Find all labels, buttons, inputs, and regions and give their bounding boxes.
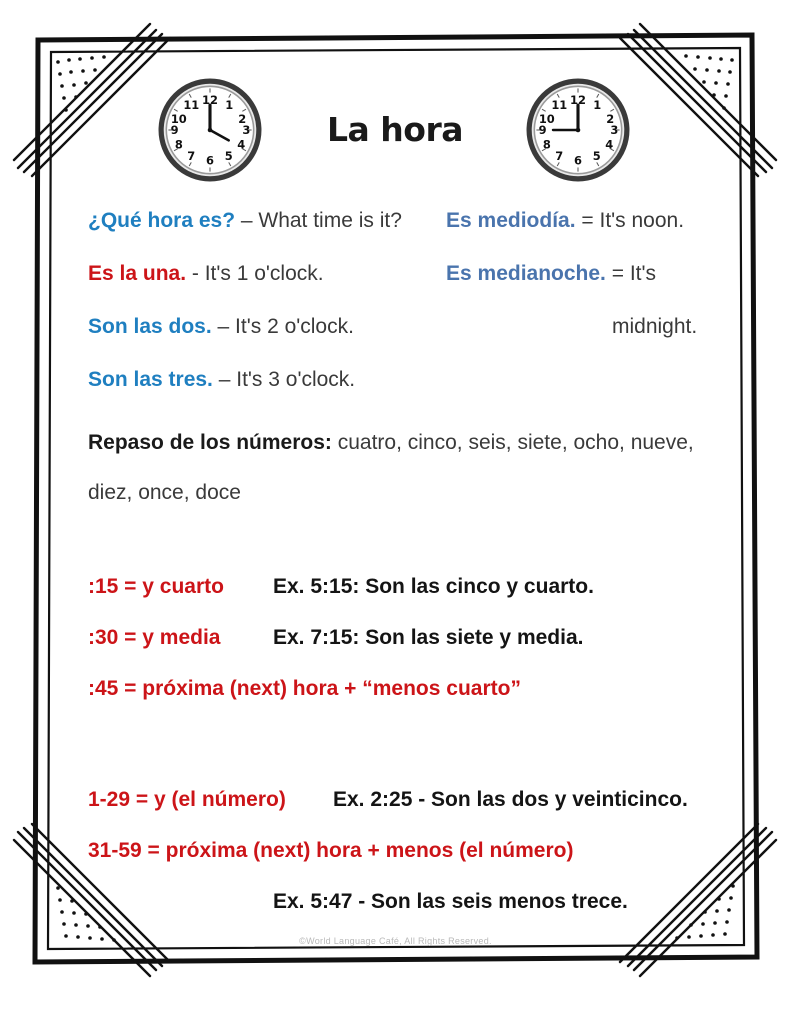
svg-text:5: 5 <box>224 149 233 164</box>
rule-quarter-to <box>88 677 738 728</box>
header <box>60 78 730 198</box>
phrase-es-mediodia: Es mediodía. = It's noon. <box>446 209 685 232</box>
svg-text:6: 6 <box>206 153 214 168</box>
rule-quarter-past <box>88 575 738 626</box>
rule-key: :45 = próxima (next) hora + “menos cuarto” <box>88 677 521 700</box>
phrase-es-medianoche: Es medianoche. = It's <box>446 262 657 285</box>
svg-text:11: 11 <box>551 98 568 113</box>
copyright-footer: ©World Language Café, All Rights Reserved. <box>299 936 492 946</box>
rule-example: Ex. 5:47 - Son las seis menos trece. <box>273 890 628 913</box>
svg-text:2: 2 <box>238 112 247 127</box>
phrase-row-2 <box>88 259 728 312</box>
minute-rules <box>88 788 738 941</box>
rule-example: Ex. 5:15: Son las cinco y cuarto. <box>273 575 594 598</box>
rule-minutes-to <box>88 839 738 890</box>
rule-key: 1-29 = y (el número) <box>88 788 286 811</box>
svg-text:6: 6 <box>574 153 582 168</box>
phrase-es-la-una: Es la una. - It's 1 o'clock. <box>88 262 324 285</box>
svg-text:1: 1 <box>593 98 602 113</box>
phrase-que-hora-es: ¿Qué hora es? – What time is it? <box>88 209 402 232</box>
quarter-hour-rules <box>88 575 738 728</box>
svg-text:2: 2 <box>606 112 615 127</box>
svg-text:5: 5 <box>592 149 601 164</box>
svg-text:10: 10 <box>538 112 555 127</box>
svg-text:3: 3 <box>610 123 619 138</box>
phrase-son-las-tres: Son las tres. – It's 3 o'clock. <box>88 368 356 391</box>
numbers-review-values: cuatro, cinco, seis, siete, ocho, nueve, diez, once, doce <box>88 431 694 504</box>
svg-text:8: 8 <box>174 137 183 152</box>
svg-text:9: 9 <box>538 123 547 138</box>
svg-text:8: 8 <box>542 137 551 152</box>
phrase-row-3 <box>88 312 728 365</box>
svg-text:1: 1 <box>225 98 234 113</box>
svg-text:7: 7 <box>187 149 196 164</box>
rule-half-past <box>88 626 738 677</box>
svg-text:3: 3 <box>242 123 251 138</box>
numbers-review-label: Repaso de los números: <box>88 431 332 454</box>
rule-key: 31-59 = próxima (next) hora + menos (el número) <box>88 839 574 862</box>
rule-key: :30 = y media <box>88 626 221 649</box>
analog-clock-right-icon <box>526 78 630 182</box>
rule-minutes-past <box>88 788 738 839</box>
svg-text:12: 12 <box>202 93 218 107</box>
svg-text:11: 11 <box>183 98 200 113</box>
svg-text:7: 7 <box>555 149 564 164</box>
svg-text:4: 4 <box>237 137 246 152</box>
rule-example: Ex. 7:15: Son las siete y media. <box>273 626 584 649</box>
phrase-list <box>88 206 728 418</box>
rule-minutes-to-example <box>88 890 738 941</box>
svg-text:10: 10 <box>170 112 187 127</box>
numbers-review <box>88 418 738 518</box>
phrase-row-4 <box>88 365 728 418</box>
page-title: La hora <box>327 110 463 149</box>
phrase-midnight-continuation: midnight. <box>612 315 698 338</box>
rule-example: Ex. 2:25 - Son las dos y veinticinco. <box>333 788 688 811</box>
svg-text:4: 4 <box>605 137 614 152</box>
svg-text:12: 12 <box>570 93 586 107</box>
phrase-row-1 <box>88 206 728 259</box>
phrase-son-las-dos: Son las dos. – It's 2 o'clock. <box>88 315 354 338</box>
svg-text:9: 9 <box>170 123 179 138</box>
rule-key: :15 = y cuarto <box>88 575 224 598</box>
